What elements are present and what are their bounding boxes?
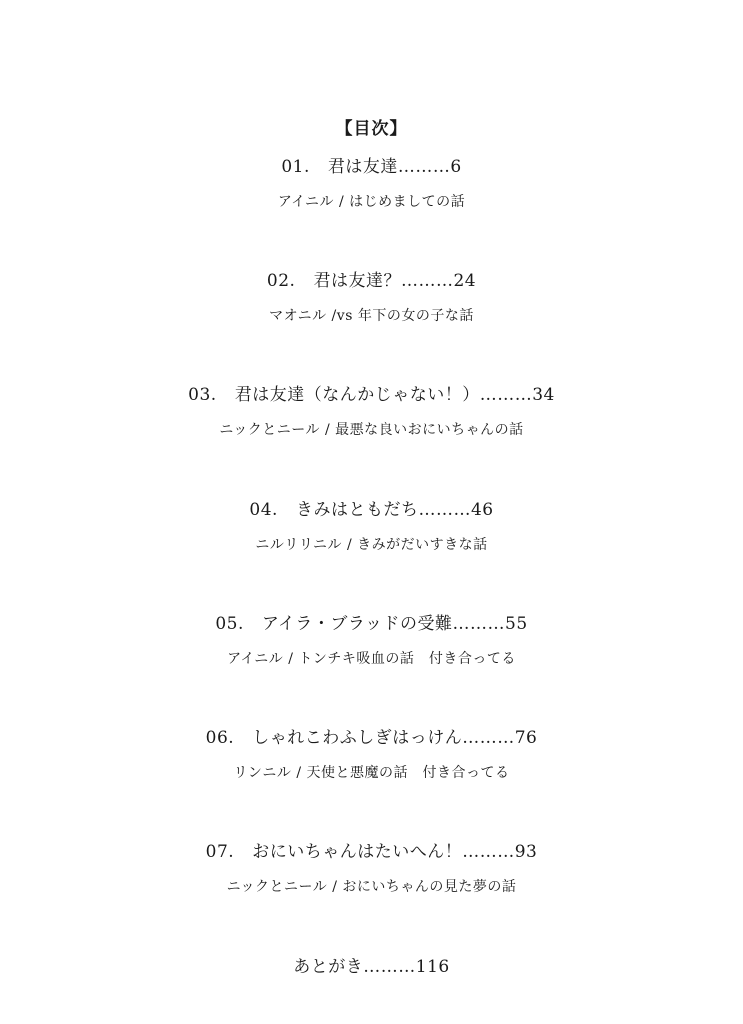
toc-entry-subtitle: ニックとニール / おにいちゃんの見た夢の話 <box>226 879 517 895</box>
toc-entry-title <box>0 380 743 405</box>
entry-title-text: 君は友達………6 <box>327 157 462 177</box>
toc-entry-title <box>0 723 743 748</box>
toc-entry-title <box>0 266 743 291</box>
entry-number: 06. <box>205 728 235 748</box>
entry-title-text: 君は友達（なんかじゃない！）………34 <box>234 385 555 405</box>
toc-entry-subtitle: マオニル /vs 年下の女の子な話 <box>269 308 474 324</box>
toc-afterword: あとがき………116 <box>293 957 450 977</box>
entry-title-text: しゃれこわふしぎはっけん………76 <box>252 728 538 748</box>
entry-number: 04. <box>249 500 278 520</box>
toc-entry-subtitle: リンニル / 天使と悪魔の話 付き合ってる <box>233 765 510 781</box>
entry-title-text: きみはともだち………46 <box>295 500 494 520</box>
toc-entry-subtitle: アイニル / トンチキ吸血の話 付き合ってる <box>227 651 516 667</box>
entry-number: 05. <box>215 614 244 634</box>
toc-entry-title <box>0 495 743 520</box>
toc-entry-subtitle: ニルリリニル / きみがだいすきな話 <box>255 537 488 553</box>
entry-title-text: おにいちゃんはたいへん！………93 <box>252 842 538 862</box>
toc-entry-title <box>0 609 743 634</box>
toc-heading: 【目次】 <box>335 119 408 139</box>
toc-entry-title <box>0 152 743 177</box>
entry-number: 03. <box>188 385 217 405</box>
toc-entry-subtitle: アイニル / はじめましての話 <box>277 194 466 210</box>
entry-number: 01. <box>281 157 310 177</box>
entry-number: 02. <box>266 271 296 291</box>
toc-entry-subtitle: ニックとニール / 最悪な良いおにいちゃんの話 <box>219 422 524 438</box>
entry-title-text: 君は友達？………24 <box>313 271 477 291</box>
entry-number: 07. <box>205 842 235 862</box>
entry-title-text: アイラ・ブラッドの受難………55 <box>261 614 528 634</box>
toc-entry-title <box>0 837 743 862</box>
